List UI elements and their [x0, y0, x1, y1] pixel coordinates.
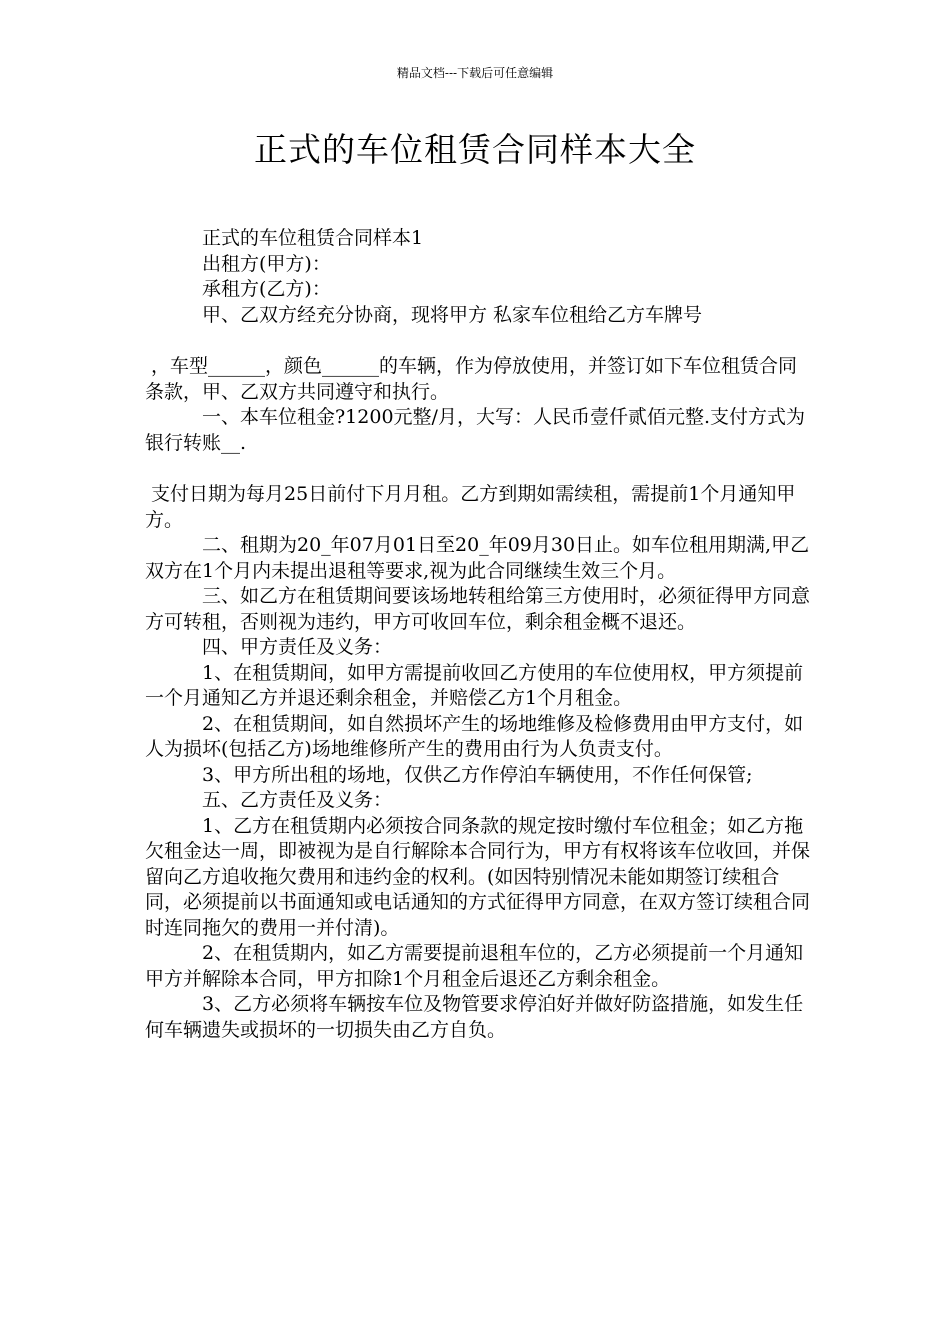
- paragraph: ，车型______，颜色______的车辆，作为停放使用，并签订如下车位租赁合同条款，甲、乙双方共同遵守和执行。: [145, 355, 798, 403]
- paragraph: 二、租期为20_年07月01日至20_年09月30日止。如车位租用期满,甲乙双方在1个月内未提出退租等要求,视为此合同继续生效三个月。: [145, 534, 810, 582]
- page-header: 精品文档---下载后可任意编辑: [396, 66, 554, 80]
- paragraph: 3、乙方必须将车辆按车位及物管要求停泊好并做好防盗措施，如发生任何车辆遗失或损坏的一切损失由乙方自负。: [145, 993, 804, 1041]
- document-body: [145, 226, 810, 1043]
- paragraph: 2、在租赁期间，如自然损坏产生的场地维修及检修费用由甲方支付，如人为损坏(包括乙方)场地维修所产生的费用由行为人负责支付。: [145, 712, 804, 760]
- paragraph: 1、在租赁期间，如甲方需提前收回乙方使用的车位使用权，甲方须提前一个月通知乙方并退还剩余租金，并赔偿乙方1个月租金。: [145, 661, 804, 709]
- paragraph: 甲、乙双方经充分协商，现将甲方 私家车位租给乙方车牌号: [202, 303, 703, 326]
- paragraph: 3、甲方所出租的场地，仅供乙方作停泊车辆使用，不作任何保管;: [202, 763, 753, 786]
- section-heading: 正式的车位租赁合同样本1: [202, 227, 424, 249]
- section-heading: 五、乙方责任及义务：: [202, 789, 393, 811]
- lessor-line: 出租方(甲方)：: [202, 252, 331, 275]
- paragraph: 支付日期为每月25日前付下月月租。乙方到期如需续租，需提前1个月通知甲方。: [145, 483, 796, 531]
- paragraph: 2、在租赁期内，如乙方需要提前退租车位的，乙方必须提前一个月通知甲方并解除本合同，甲方扣除1个月租金后退还乙方剩余租金。: [145, 942, 804, 990]
- paragraph: 一、本车位租金?1200元整/月，大写：人民币壹仟贰佰元整.支付方式为银行转账__.: [145, 406, 805, 454]
- paragraph: 1、乙方在租赁期内必须按合同条款的规定按时缴付车位租金；如乙方拖欠租金达一周，即被视为是自行解除本合同行为，甲方有权将该车位收回，并保留向乙方追收拖欠费用和违约金的权利。(如因特别情况未能如期签订续租合同，必须提前以书面通知或电话通知的方式征得甲方同意，在双方签订续租合同时连同拖欠的费用一并付清)。: [145, 814, 811, 939]
- document-title: 正式的车位租赁合同样本大全: [254, 130, 696, 169]
- paragraph: 三、如乙方在租赁期间要该场地转租给第三方使用时，必须征得甲方同意方可转租，否则视为违约，甲方可收回车位，剩余租金概不退还。: [145, 585, 811, 633]
- lessee-line: 承租方(乙方)：: [202, 278, 331, 300]
- section-heading: 四、甲方责任及义务：: [202, 636, 393, 658]
